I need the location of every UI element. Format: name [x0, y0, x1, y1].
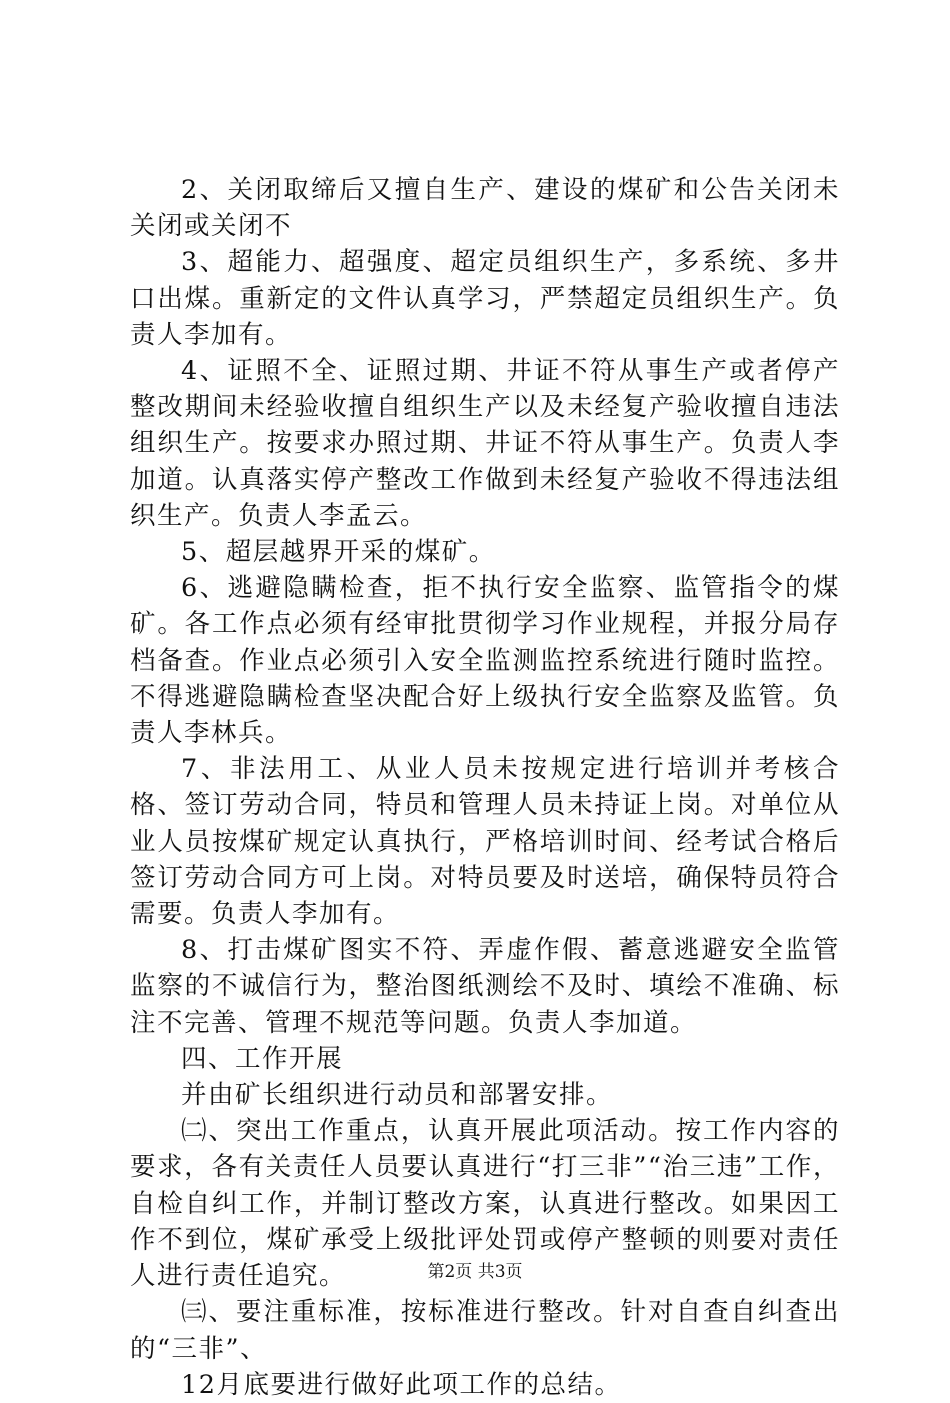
page-footer: 第2页 共3页	[427, 1262, 523, 1282]
paragraph-item-3: 3、超能力、超强度、超定员组织生产，多系统、多井口出煤。重新定的文件认真学习，严禁超定员组织生产。负责人李加有。	[130, 247, 840, 350]
paragraph-sub-3: ㈢、要注重标准，按标准进行整改。针对自查自纠查出的“三非”、	[130, 1297, 840, 1364]
paragraph-mobilization: 并由矿长组织进行动员和部署安排。	[181, 1080, 614, 1111]
paragraph-item-4: 4、证照不全、证照过期、井证不符从事生产或者停产整改期间未经验收擅自组织生产以及未经复产验收擅自违法组织生产。按要求办照过期、井证不符从事生产。负责人李加道。认真落实停产整改工作做到未经复产验收不得违法组织生产。负责人李孟云。	[130, 356, 840, 531]
paragraph-item-2: 2、关闭取缔后又擅自生产、建设的煤矿和公告关闭未关闭或关闭不	[130, 175, 840, 242]
paragraph-item-5: 5、超层越界开采的煤矿。	[181, 537, 496, 568]
paragraph-summary: 12月底要进行做好此项工作的总结。	[181, 1369, 622, 1400]
section-heading-work: 四、工作开展	[181, 1043, 344, 1074]
document-body	[130, 172, 840, 1403]
paragraph-item-7: 7、非法用工、从业人员未按规定进行培训并考核合格、签订劳动合同，特员和管理人员未持证上岗。对单位从业人员按煤矿规定认真执行，严格培训时间、经考试合格后签订劳动合同方可上岗。对特员要及时送培，确保特员符合需要。负责人李加有。	[130, 754, 840, 930]
paragraph-item-6: 6、逃避隐瞒检查，拒不执行安全监察、监管指令的煤矿。各工作点必须有经审批贯彻学习作业规程，并报分局存档备查。作业点必须引入安全监测监控系统进行随时监控。不得逃避隐瞒检查坚决配合好上级执行安全监察及监管。负责人李林兵。	[130, 573, 840, 749]
paragraph-sub-2: ㈡、突出工作重点，认真开展此项活动。按工作内容的要求，各有关责任人员要认真进行“打三非”“治三违”工作，自检自纠工作，并制订整改方案，认真进行整改。如果因工作不到位，煤矿承受上级批评处罚或停产整顿的则要对责任人进行责任追究。	[130, 1116, 840, 1292]
paragraph-item-8: 8、打击煤矿图实不符、弄虚作假、蓄意逃避安全监管监察的不诚信行为，整治图纸测绘不及时、填绘不准确、标注不完善、管理不规范等问题。负责人李加道。	[130, 935, 840, 1038]
